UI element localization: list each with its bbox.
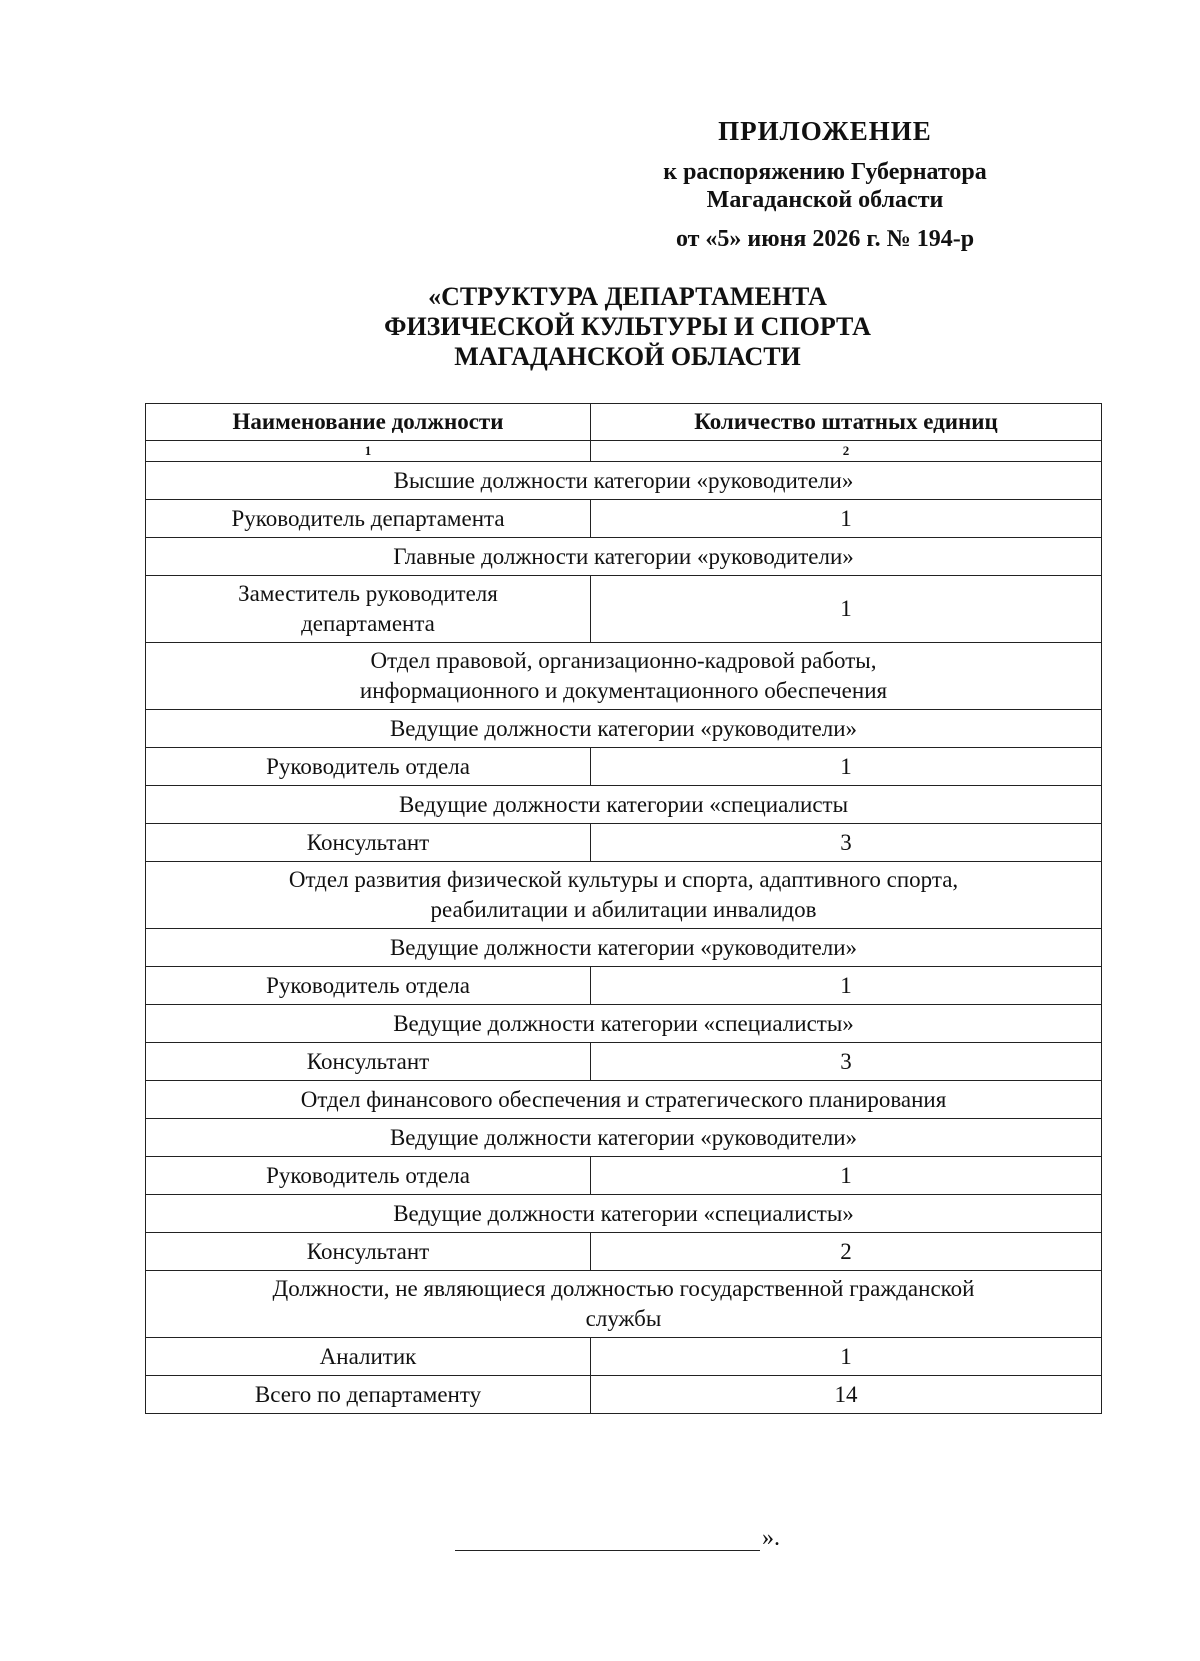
column-header-count: Количество штатных единиц: [591, 404, 1102, 441]
section-header-row: [146, 1081, 1102, 1119]
section-header-cell: Ведущие должности категории «руководители»: [146, 1119, 1102, 1157]
table-row: [146, 576, 1102, 643]
appendix-date: от «5» июня 2026 г. № 194-р: [675, 226, 975, 252]
table-row: [146, 1338, 1102, 1376]
appendix-reference-line: Магаданской области: [706, 187, 944, 213]
closing-mark: [455, 1525, 805, 1555]
position-name-cell: Руководитель отдела: [146, 1157, 591, 1195]
column-number: 2: [591, 441, 1102, 462]
staff-count-cell: 2: [591, 1233, 1102, 1271]
document-title-line: «СТРУКТУРА ДЕПАРТАМЕНТА: [428, 282, 827, 311]
section-header-row: [146, 929, 1102, 967]
staff-count-cell: 3: [591, 1043, 1102, 1081]
table-row: [146, 1043, 1102, 1081]
staff-count-cell: 1: [591, 1157, 1102, 1195]
section-header-line: Отдел правовой, организационно-кадровой работы,: [370, 648, 877, 673]
section-header-cell: Ведущие должности категории «руководители»: [146, 929, 1102, 967]
section-header-cell: [146, 862, 1102, 929]
section-header-row: [146, 862, 1102, 929]
section-header-cell: Ведущие должности категории «руководители»: [146, 710, 1102, 748]
section-header-cell: Главные должности категории «руководители»: [146, 538, 1102, 576]
position-name-cell: Консультант: [146, 1233, 591, 1271]
staff-count-cell: 1: [591, 500, 1102, 538]
section-header-cell: [146, 643, 1102, 710]
position-name-cell: Руководитель отдела: [146, 967, 591, 1005]
staff-count-cell: 1: [591, 748, 1102, 786]
column-header-position: Наименование должности: [146, 404, 591, 441]
table-row: [146, 1376, 1102, 1414]
table-row: [146, 1157, 1102, 1195]
staff-count-cell: 3: [591, 824, 1102, 862]
section-header-row: [146, 710, 1102, 748]
position-name-cell: [146, 576, 591, 643]
closing-quote: ».: [762, 1525, 780, 1551]
section-header-row: [146, 786, 1102, 824]
section-header-line: реабилитации и абилитации инвалидов: [430, 897, 817, 922]
closing-underline: [455, 1550, 760, 1551]
document-title: [200, 282, 1055, 372]
staff-count-cell: 1: [591, 967, 1102, 1005]
position-name-line: Заместитель руководителя: [238, 581, 498, 606]
position-name-cell: Консультант: [146, 824, 591, 862]
appendix-reference-line: к распоряжению Губернатора: [663, 159, 987, 185]
table-row: [146, 748, 1102, 786]
section-header-row: [146, 1271, 1102, 1338]
table-row: [146, 1233, 1102, 1271]
position-name-line: департамента: [301, 611, 435, 636]
section-header-line: информационного и документационного обеспечения: [359, 678, 888, 703]
appendix-title: ПРИЛОЖЕНИЕ: [718, 116, 932, 146]
section-header-cell: Ведущие должности категории «специалисты»: [146, 1005, 1102, 1043]
table-row: [146, 824, 1102, 862]
position-name-cell: Руководитель отдела: [146, 748, 591, 786]
section-header-cell: Ведущие должности категории «специалисты»: [146, 1195, 1102, 1233]
section-header-cell: Высшие должности категории «руководители»: [146, 462, 1102, 500]
section-header-cell: Отдел финансового обеспечения и стратегического планирования: [146, 1081, 1102, 1119]
table-row: [146, 967, 1102, 1005]
section-header-cell: [146, 1271, 1102, 1338]
section-header-line: Отдел развития физической культуры и спорта, адаптивного спорта,: [288, 867, 959, 892]
staff-count-cell: 14: [591, 1376, 1102, 1414]
section-header-line: службы: [585, 1306, 662, 1331]
section-header-row: [146, 643, 1102, 710]
column-number-row: [146, 441, 1102, 462]
section-header-row: [146, 538, 1102, 576]
section-header-line: Должности, не являющиеся должностью государственной гражданской: [272, 1276, 975, 1301]
document-title-line: ФИЗИЧЕСКОЙ КУЛЬТУРЫ И СПОРТА: [384, 312, 871, 341]
position-name-cell: Всего по департаменту: [146, 1376, 591, 1414]
section-header-row: [146, 462, 1102, 500]
position-name-cell: Аналитик: [146, 1338, 591, 1376]
section-header-cell: Ведущие должности категории «специалисты: [146, 786, 1102, 824]
position-name-cell: Консультант: [146, 1043, 591, 1081]
position-name-cell: Руководитель департамента: [146, 500, 591, 538]
column-number: 1: [146, 441, 591, 462]
table-row: [146, 500, 1102, 538]
staff-count-cell: 1: [591, 576, 1102, 643]
staff-count-cell: 1: [591, 1338, 1102, 1376]
document-title-line: МАГАДАНСКОЙ ОБЛАСТИ: [454, 342, 801, 371]
staff-structure-table: [145, 403, 1102, 1414]
appendix-reference: [560, 158, 1090, 214]
section-header-row: [146, 1119, 1102, 1157]
table-header-row: [146, 404, 1102, 441]
section-header-row: [146, 1005, 1102, 1043]
section-header-row: [146, 1195, 1102, 1233]
